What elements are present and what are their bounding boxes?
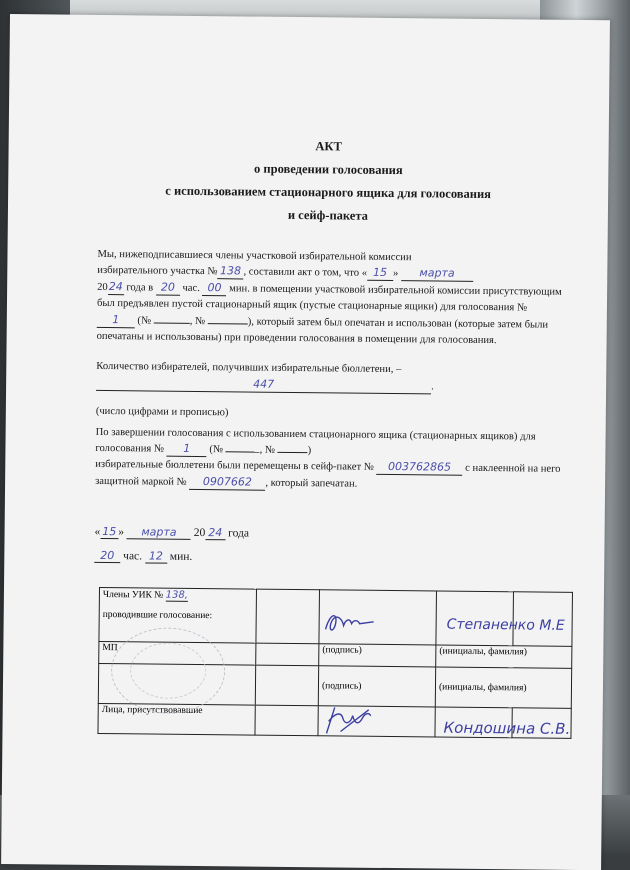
handwritten-date-year: 24: [208, 526, 223, 540]
members-label: Члены УИК №: [102, 590, 166, 601]
completion-text: ): [307, 445, 312, 457]
document-body: [94, 133, 569, 573]
present-signature: [320, 703, 375, 738]
title-line-4: и сейф-пакета: [287, 207, 368, 223]
name-label: (инициалы, фамилия): [438, 682, 527, 693]
completion-text: По завершении голосования с использованием стационарного ящика (стационарных ящиков) для голосования №: [95, 426, 536, 455]
intro-text: ),: [247, 316, 255, 328]
name-label: (инициалы, фамилия): [439, 646, 527, 658]
sign-label: (подпись): [322, 645, 362, 656]
name-label-cell-2: [435, 667, 571, 708]
completion-text: , №: [259, 444, 278, 456]
paper-sheet: [1, 14, 610, 870]
handwritten-minute: 00: [207, 280, 222, 295]
completion-text: (№: [206, 444, 226, 456]
intro-text: года в: [123, 282, 156, 294]
completion-text: , который запечатан.: [265, 477, 358, 490]
empty-cell: [255, 705, 318, 736]
document-title: [68, 133, 589, 230]
voters-hint: (число цифрами и прописью): [95, 406, 229, 419]
date-text: »: [118, 526, 125, 539]
handwritten-safe-bag-number: 003762865: [387, 460, 452, 475]
handwritten-date-month: марта: [141, 525, 177, 540]
date-text: «: [94, 526, 101, 539]
intro-text: , составили акт о том, что «: [243, 266, 368, 280]
intro-text: избирательного участка №: [97, 265, 218, 278]
intro-line-1: Мы, нижеподписавшиеся члены участковой избирательной комиссии: [97, 248, 412, 264]
empty-cell: [255, 665, 318, 706]
sign-label: (подпись): [321, 680, 362, 692]
commission-stamp: [111, 627, 226, 714]
sign-label-cell: [319, 644, 436, 667]
intro-text: который затем был опечатан и использован (которые затем были опечатаны и использованы) при проведении голосования в помещении для голосования.: [96, 316, 549, 347]
intro-text: 20: [97, 281, 108, 293]
handwritten-date-minute: 12: [148, 549, 164, 563]
empty-cell: [256, 643, 319, 666]
handwritten-date-day: 15: [102, 525, 117, 539]
intro-text: час.: [179, 282, 203, 294]
intro-text: »: [393, 268, 399, 280]
sign-label-cell-2: [318, 666, 435, 707]
empty-cell: [256, 589, 320, 644]
intro-text: , №: [189, 315, 208, 327]
title-line-2: о проведении голосования: [254, 161, 403, 178]
handwritten-table-precinct: 138,: [165, 589, 188, 601]
intro-text: присутствующим был предъявлен пустой стационарный ящик (пустые стационарные ящики) для голосования №: [96, 285, 562, 314]
member-signature: [321, 607, 381, 638]
handwritten-present-name: Кондошина С.В.: [443, 718, 571, 738]
date-text: 20: [193, 527, 206, 540]
handwritten-month: марта: [419, 266, 455, 281]
intro-text: (№: [134, 314, 154, 327]
stamp-inner-ring: [130, 642, 207, 699]
handwritten-mark-number: 0907662: [202, 474, 252, 489]
completion-paragraph: [95, 425, 566, 496]
date-text: года: [225, 527, 250, 540]
date-text: час.: [120, 550, 146, 563]
voters-label: Количество избирателей, получивших избирательные бюллетени, –: [96, 361, 402, 376]
mp-label: МП: [102, 643, 118, 654]
handwritten-box-number: 1: [112, 312, 120, 326]
name-label-cell: [436, 645, 572, 668]
date-text: мин.: [166, 550, 193, 564]
handwritten-hour: 20: [160, 280, 175, 294]
intro-text: мин. в помещении участковой избирательной комиссии: [226, 283, 481, 297]
title-line-3: с использованием стационарного ящика для голосования: [165, 183, 492, 202]
present-label: Лица, присутствовавшие: [101, 704, 203, 717]
title-line-1: АКТ: [315, 139, 342, 154]
completion-text: с наклеенной на него защитной маркой №: [95, 463, 561, 488]
handwritten-day: 15: [373, 266, 388, 280]
handwritten-precinct: 138: [219, 264, 242, 278]
members-sublabel: проводившие голосование:: [102, 610, 213, 622]
voters-paragraph: Количество избирателей, получивших избирательные бюллетени, – 447 . (число цифрами и прописью): [96, 359, 567, 425]
handwritten-member-name: Степаненко М.Е: [446, 616, 565, 634]
handwritten-date-hour: 20: [100, 549, 115, 563]
date-block: [94, 520, 564, 573]
handwritten-box-number-2: 1: [183, 441, 191, 455]
intro-paragraph: [97, 247, 568, 350]
handwritten-voters-count: 447: [253, 377, 275, 391]
handwritten-year: 24: [108, 279, 123, 294]
completion-text: избирательные бюллетени были перемещены в сейф-пакет №: [95, 459, 377, 474]
